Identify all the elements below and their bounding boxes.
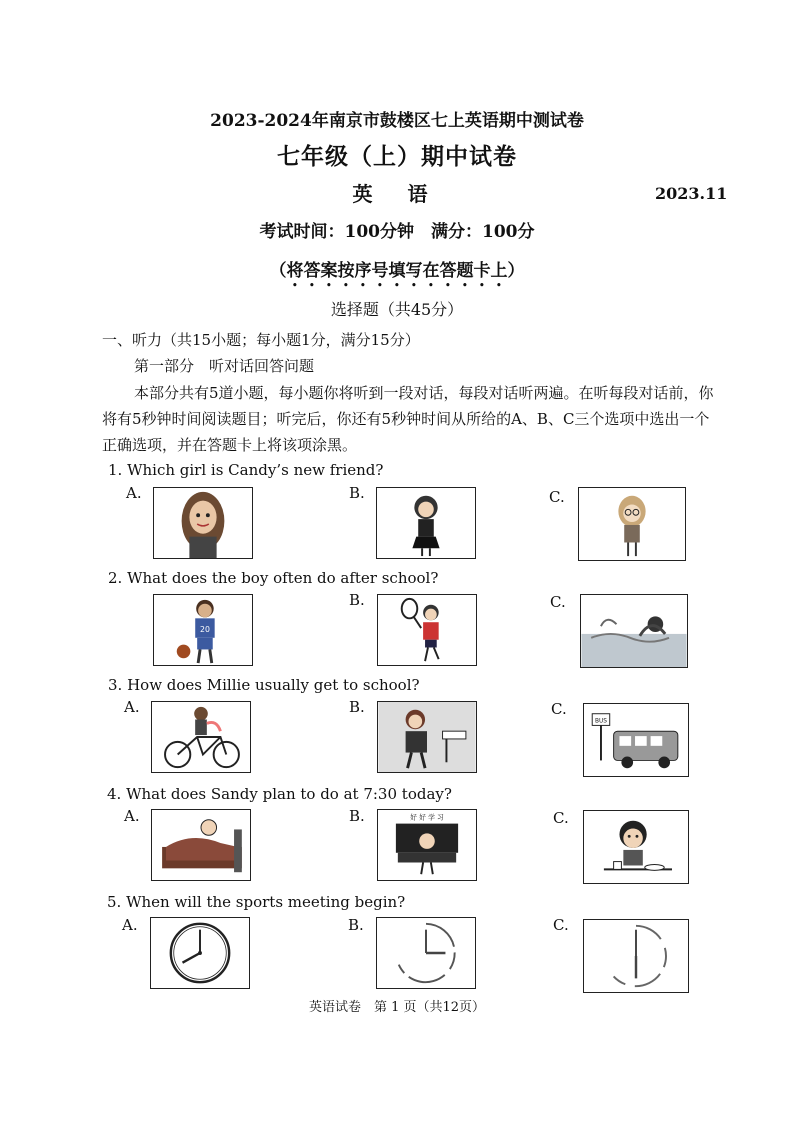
q5-clock-c-picture [583,919,689,993]
q1-option-a-label: A. [126,484,142,502]
exam-date: 2023.11 [655,184,728,203]
basketball-jersey-number: 20 [199,624,210,634]
q3-option-c-label: C. [551,700,567,718]
q4-option-a-label: A. [124,807,140,825]
q5-option-b-label: B. [348,916,364,934]
q1-girl-short-hair-picture [376,487,476,559]
q3-walking-picture [377,701,477,773]
q4-option-b-label: B. [349,807,365,825]
q4-eating-picture [583,810,689,884]
instruction-open: （ [269,261,287,281]
q2-basketball-picture [153,594,253,666]
q1-girl-glasses-picture [578,487,686,561]
q2-swimming-picture [580,594,688,668]
q4-sleeping-picture [151,809,251,881]
question-3: 3. How does Millie usually get to school? [108,676,420,694]
listening-part-one: 第一部分 听对话回答问题 [134,357,315,375]
answer-instruction [0,256,794,291]
q5-clock-b-picture [376,917,476,989]
question-2: 2. What does the boy often do after school? [108,569,439,587]
question-4: 4. What does Sandy plan to do at 7:30 today? [107,785,452,803]
q2-option-c-label: C. [550,593,566,611]
q3-bicycle-picture [151,701,251,773]
subject-label: 英 语 [352,182,442,206]
question-1: 1. Which girl is Candy’s new friend? [108,461,384,479]
q1-option-b-label: B. [349,484,365,502]
exam-title: 2023-2024年南京市鼓楼区七上英语期中测试卷 [210,111,584,131]
q3-bus-picture [583,703,689,777]
q1-girl-long-hair-picture [153,487,253,559]
q5-clock-a-picture [150,917,250,989]
section-title: 选择题（共45分） [330,300,464,319]
q3-option-a-label: A. [124,698,140,716]
bus-stop-sign: BUS [594,718,607,725]
page-footer: 英语试卷 第 1 页（共12页） [308,1000,486,1015]
q2-tennis-picture [377,594,477,666]
instruction-close: ） [507,261,525,281]
q5-option-a-label: A. [122,916,138,934]
classroom-board-text: 好 好 学 习 [410,813,444,822]
q2-option-b-label: B. [349,591,365,609]
listening-heading: 一、听力（共15小题；每小题1分，满分15分） [102,331,420,349]
exam-info: 考试时间：100分钟 满分：100分 [259,222,535,242]
q3-option-b-label: B. [349,698,365,716]
q4-studying-picture [377,809,477,881]
instruction-text: 将答案按序号填写在答题卡上 [286,261,508,281]
listening-directions: 本部分共有5道小题，每小题你将听到一段对话，每段对话听两遍。在听每段对话前，你将有5秒钟时间阅读题目；听完后，你还有5秒钟时间从所给的A、B、C三个选项中选出一个正确选项，并在答题卡上将该项涂黑。 [102,384,714,454]
exam-subtitle: 七年级（上）期中试卷 [277,143,517,170]
q1-option-c-label: C. [549,488,565,506]
q4-option-c-label: C. [553,809,569,827]
q5-option-c-label: C. [553,916,569,934]
question-5: 5. When will the sports meeting begin? [107,893,406,911]
